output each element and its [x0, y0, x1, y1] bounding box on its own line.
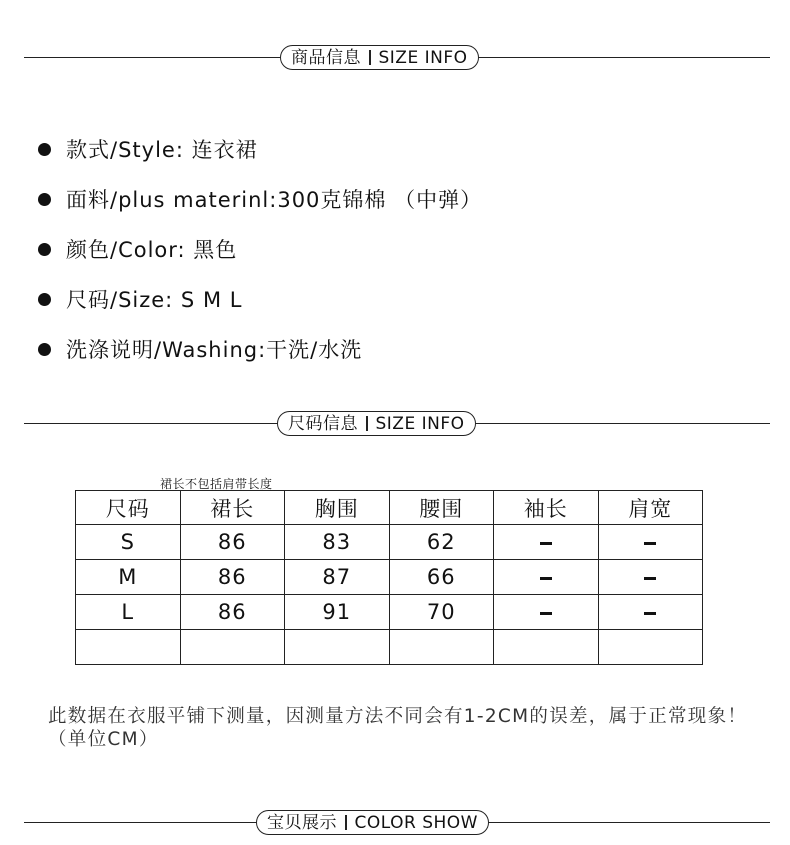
table-cell — [494, 595, 599, 630]
dash-icon — [540, 542, 552, 545]
table-row — [76, 560, 703, 595]
header-cell: 腰围 — [389, 491, 494, 525]
header-cell: 肩宽 — [598, 491, 703, 525]
section-title: 宝贝展示 — [267, 812, 337, 833]
table-cell: 66 — [389, 560, 494, 595]
table-row-empty — [76, 630, 703, 665]
header-cell: 裙长 — [180, 491, 285, 525]
table-note: 裙长不包括肩带长度 — [160, 477, 273, 491]
section-title-en: SIZE INFO — [375, 413, 465, 434]
section-title-en: SIZE INFO — [378, 47, 468, 68]
table-cell: 86 — [180, 560, 285, 595]
separator-bar — [366, 416, 368, 431]
table-cell — [598, 630, 703, 665]
table-cell: 87 — [285, 560, 390, 595]
table-row — [76, 595, 703, 630]
bullet-icon — [38, 243, 51, 256]
table-cell: S — [76, 525, 181, 560]
info-text: 洗涤说明/Washing:干洗/水洗 — [66, 338, 363, 362]
table-cell — [598, 595, 703, 630]
dash-icon — [644, 612, 656, 615]
measurement-note: 此数据在衣服平铺下测量，因测量方法不同会有1-2CM的误差，属于正常现象！（单位CM） — [48, 706, 748, 750]
bullet-icon — [38, 343, 51, 356]
table-cell — [598, 525, 703, 560]
list-item — [38, 324, 482, 374]
table-row — [76, 525, 703, 560]
section-title: 尺码信息 — [288, 413, 358, 434]
info-text: 面料/plus materinl:300克锦棉 （中弹） — [66, 188, 483, 212]
separator-bar — [369, 50, 371, 65]
list-item — [38, 124, 482, 174]
table-cell — [494, 560, 599, 595]
table-header-row — [76, 491, 703, 525]
table-cell: L — [76, 595, 181, 630]
info-text: 颜色/Color: 黑色 — [66, 238, 238, 262]
table-cell: 91 — [285, 595, 390, 630]
info-text: 款式/Style: 连衣裙 — [66, 138, 258, 162]
table-cell — [285, 630, 390, 665]
dash-icon — [644, 577, 656, 580]
separator-bar — [345, 815, 347, 830]
bullet-icon — [38, 293, 51, 306]
list-item — [38, 174, 482, 224]
table-cell: 86 — [180, 595, 285, 630]
list-item — [38, 274, 482, 324]
bullet-icon — [38, 193, 51, 206]
bullet-icon — [38, 143, 51, 156]
table-cell — [389, 630, 494, 665]
dash-icon — [540, 577, 552, 580]
section-header-size-info — [277, 411, 476, 436]
table-cell — [76, 630, 181, 665]
section-header-product-info — [280, 45, 479, 70]
dash-icon — [644, 542, 656, 545]
list-item — [38, 224, 482, 274]
table-cell — [494, 630, 599, 665]
table-cell: 83 — [285, 525, 390, 560]
table-cell: 62 — [389, 525, 494, 560]
info-text: 尺码/Size: S M L — [66, 288, 243, 312]
header-cell: 尺码 — [76, 491, 181, 525]
size-table — [75, 490, 703, 665]
section-title: 商品信息 — [291, 47, 361, 68]
table-cell — [598, 560, 703, 595]
dash-icon — [540, 612, 552, 615]
table-cell: 70 — [389, 595, 494, 630]
table-cell — [180, 630, 285, 665]
header-cell: 胸围 — [285, 491, 390, 525]
section-title-en: COLOR SHOW — [354, 812, 478, 833]
section-header-color-show — [256, 810, 489, 835]
header-cell: 袖长 — [494, 491, 599, 525]
product-info-list — [38, 124, 482, 374]
table-cell — [494, 525, 599, 560]
table-cell: M — [76, 560, 181, 595]
table-cell: 86 — [180, 525, 285, 560]
